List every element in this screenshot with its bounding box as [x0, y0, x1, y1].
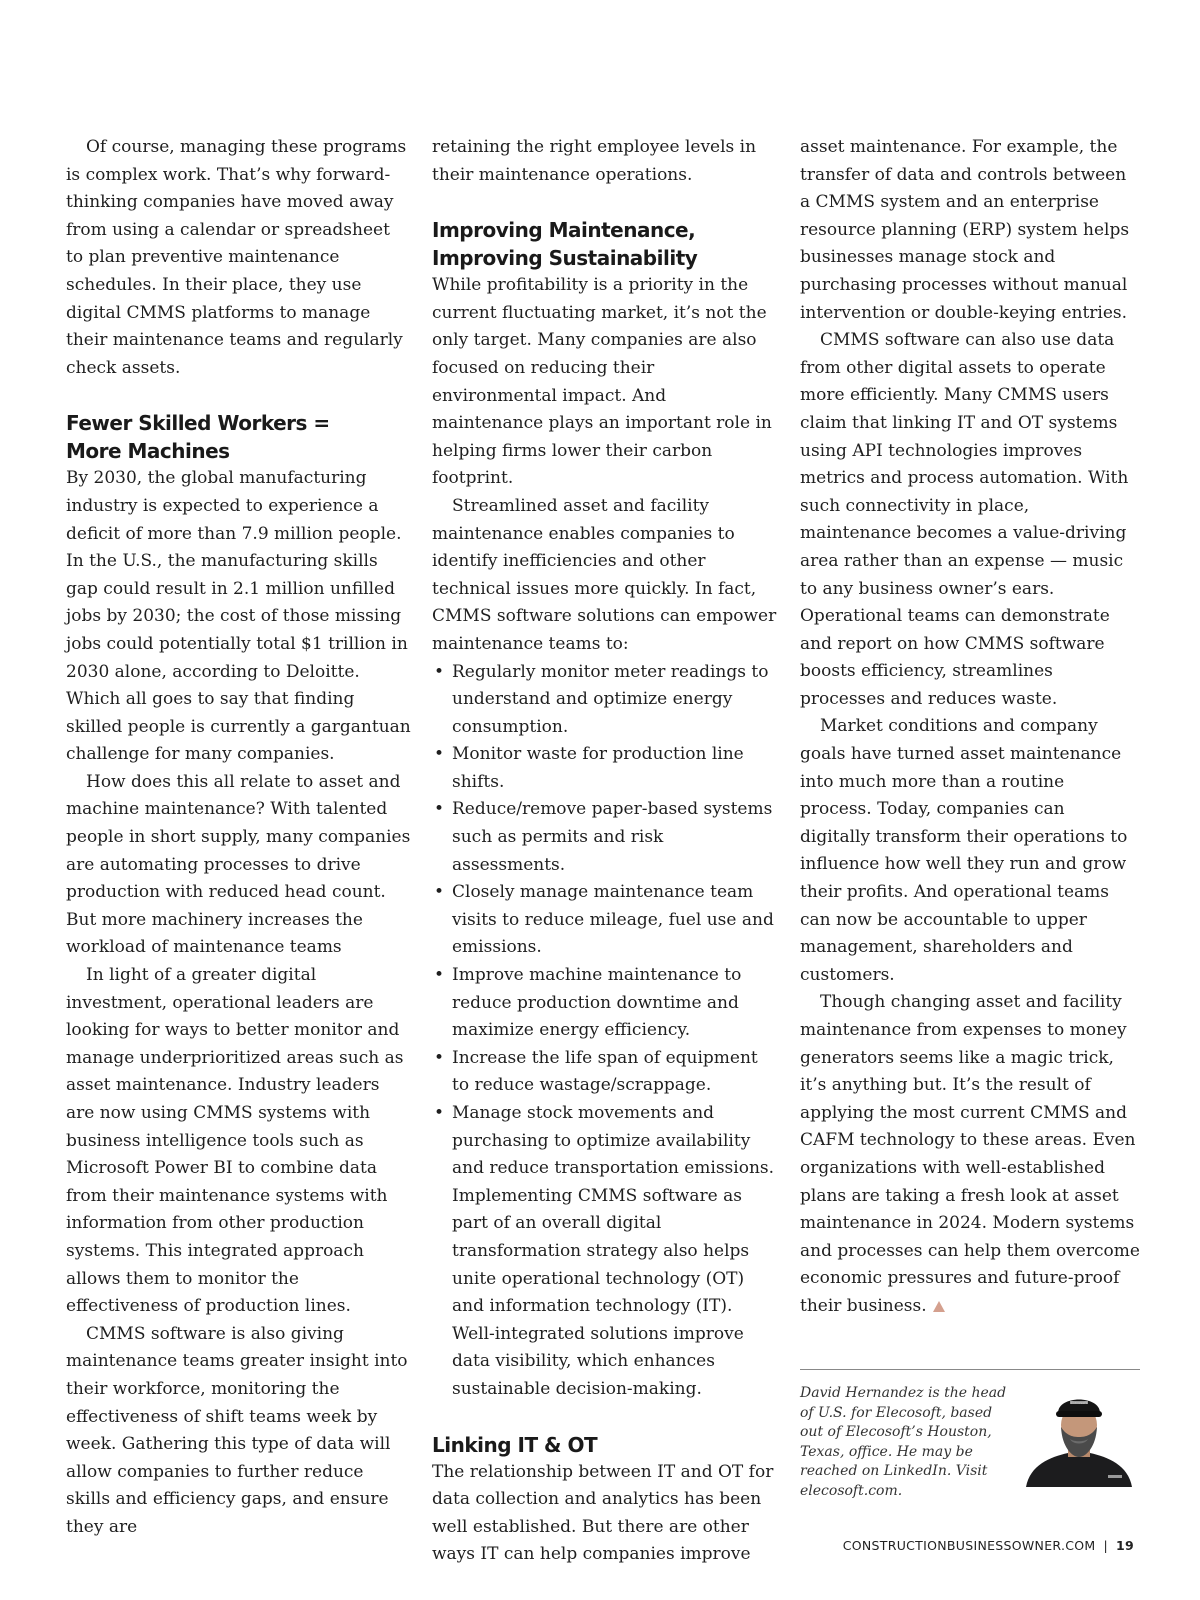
body-paragraph	[800, 989, 1140, 1320]
section-heading-sustainability	[432, 216, 777, 272]
bullet-item: • Improve machine maintenance to reduce production downtime and maximize energy efficiency.	[432, 962, 777, 1045]
article-column-1	[66, 134, 411, 1542]
body-paragraph: In light of a greater digital investment, operational leaders are looking for ways to better monitor and manage underprioritized areas such as asset maintenance. Industry leaders are now using CMMS systems with business intelligence tools such as Microsoft Power BI to combine data from their maintenance systems with information from other production systems. This integrated approach allows them to monitor the effectiveness of production lines.	[66, 965, 404, 1317]
body-paragraph: asset maintenance. For example, the transfer of data and controls between a CMMS system and an enterprise resource planning (ERP) system helps businesses manage stock and purchasing processes without manual intervention or double-keying entries.	[800, 137, 1130, 323]
final-paragraph-text: Though changing asset and facility maintenance from expenses to money generators seems like a magic trick, it’s anything but. It’s the result of applying the most current CMMS and CAFM technology to these areas. Even organizations with well-established plans are taking a fresh look at asset maintenance in 2024. Modern systems and processes can help them overcome economic pressures and future-proof their business.	[800, 992, 1140, 1316]
page-number: 19	[1116, 1538, 1134, 1553]
section-heading-linking-it-ot	[432, 1431, 777, 1459]
bullet-item: • Reduce/remove paper-based systems such as permits and risk assessments.	[432, 796, 777, 879]
footer-site: CONSTRUCTIONBUSINESSOWNER.COM	[842, 1538, 1096, 1553]
body-paragraph: The relationship between IT and OT for data collection and analytics has been well established. But there are other ways IT can help companies improve	[432, 1461, 774, 1565]
author-bio: David Hernandez is the head of U.S. for Elecosoft, based out of Elecosoft’s Houston, Texas, office. He may be reached on LinkedIn. Visit elecosoft.com.	[800, 1385, 1007, 1499]
heading-line: Improving Sustainability	[432, 246, 698, 271]
body-paragraph: Of course, managing these programs is complex work. That’s why forward-thinking companies have moved away from using a calendar or spreadsheet to plan preventive maintenance schedules. In their place, they use digital CMMS platforms to manage their maintenance teams and regularly check assets.	[66, 137, 407, 378]
bullet-item: • Manage stock movements and purchasing to optimize availability and reduce transportation emissions.	[432, 1100, 777, 1183]
footer-separator: |	[1103, 1538, 1108, 1553]
body-paragraph: Market conditions and company goals have turned asset maintenance into much more than a routine process. Today, companies can digitally transform their operations to influence how well they run and grow their profits. And operational teams can now be accountable to upper management, shareholders and customers.	[800, 716, 1128, 985]
bio-divider	[800, 1369, 1140, 1370]
heading-line: Linking IT & OT	[432, 1432, 598, 1457]
bullet-item: • Closely manage maintenance team visits to reduce mileage, fuel use and emissions.	[432, 879, 777, 962]
heading-line: More Machines	[66, 439, 230, 464]
heading-line: Improving Maintenance,	[432, 218, 696, 243]
cap-logo-text: Elecosoft	[1071, 1401, 1087, 1405]
body-paragraph: CMMS software is also giving maintenance teams greater insight into their workforce, monitoring the effectiveness of shift teams week by week. Gathering this type of data will allow companies to further reduce skills and efficiency gaps, and ensure they are	[66, 1323, 408, 1537]
article-column-2	[432, 134, 777, 1569]
body-paragraph: Streamlined asset and facility maintenance enables companies to identify inefficiencies and other technical issues more quickly. In fact, CMMS software solutions can empower maintenance teams to:	[432, 495, 777, 654]
bullet-item: • Monitor waste for production line shifts.	[432, 741, 777, 796]
body-paragraph: By 2030, the global manufacturing industry is expected to experience a deficit of more than 7.9 million people. In the U.S., the manufacturing skills gap could result in 2.1 million unfilled jobs by 2030; the cost of those missing jobs could potentially total $1 trillion in 2030 alone, according to Deloitte. Which all goes to say that finding skilled people is currently a gargantuan challenge for many companies.	[66, 468, 411, 765]
author-photo	[1020, 1387, 1138, 1487]
body-paragraph: CMMS software can also use data from other digital assets to operate more efficiently. Many CMMS users claim that linking IT and OT systems using API technologies improves metrics and process automation. With such connectivity in place, maintenance becomes a value-driving area rather than an expense — music to any business owner’s ears. Operational teams can demonstrate and report on how CMMS software boosts efficiency, streamlines processes and reduces waste.	[800, 330, 1129, 709]
body-paragraph: While profitability is a priority in the current fluctuating market, it’s not the only target. Many companies are also focused on reducing their environmental impact. And maintenance plays an important role in helping firms lower their carbon footprint.	[432, 275, 772, 489]
body-paragraph: Implementing CMMS software as part of an overall digital transformation strategy also helps unite operational technology (OT) and information technology (IT). Well-integrated solutions improve data visibility, which enhances sustainable decision-making.	[452, 1185, 750, 1399]
section-heading-skilled-workers	[66, 409, 411, 465]
body-paragraph: retaining the right employee levels in their maintenance operations.	[432, 137, 757, 185]
page-footer	[843, 1538, 1134, 1553]
bullet-list	[432, 659, 777, 1183]
article-column-3	[800, 134, 1140, 1321]
end-of-article-triangle-icon	[933, 1301, 945, 1312]
body-paragraph: How does this all relate to asset and machine maintenance? With talented people in short supply, many companies are automating processes to drive production with reduced head count. But more machinery increases the workload of maintenance teams	[66, 771, 411, 958]
bullet-item: • Increase the life span of equipment to reduce wastage/scrappage.	[432, 1045, 777, 1100]
heading-line: Fewer Skilled Workers =	[66, 411, 330, 436]
bullet-item: • Regularly monitor meter readings to understand and optimize energy consumption.	[432, 659, 777, 742]
